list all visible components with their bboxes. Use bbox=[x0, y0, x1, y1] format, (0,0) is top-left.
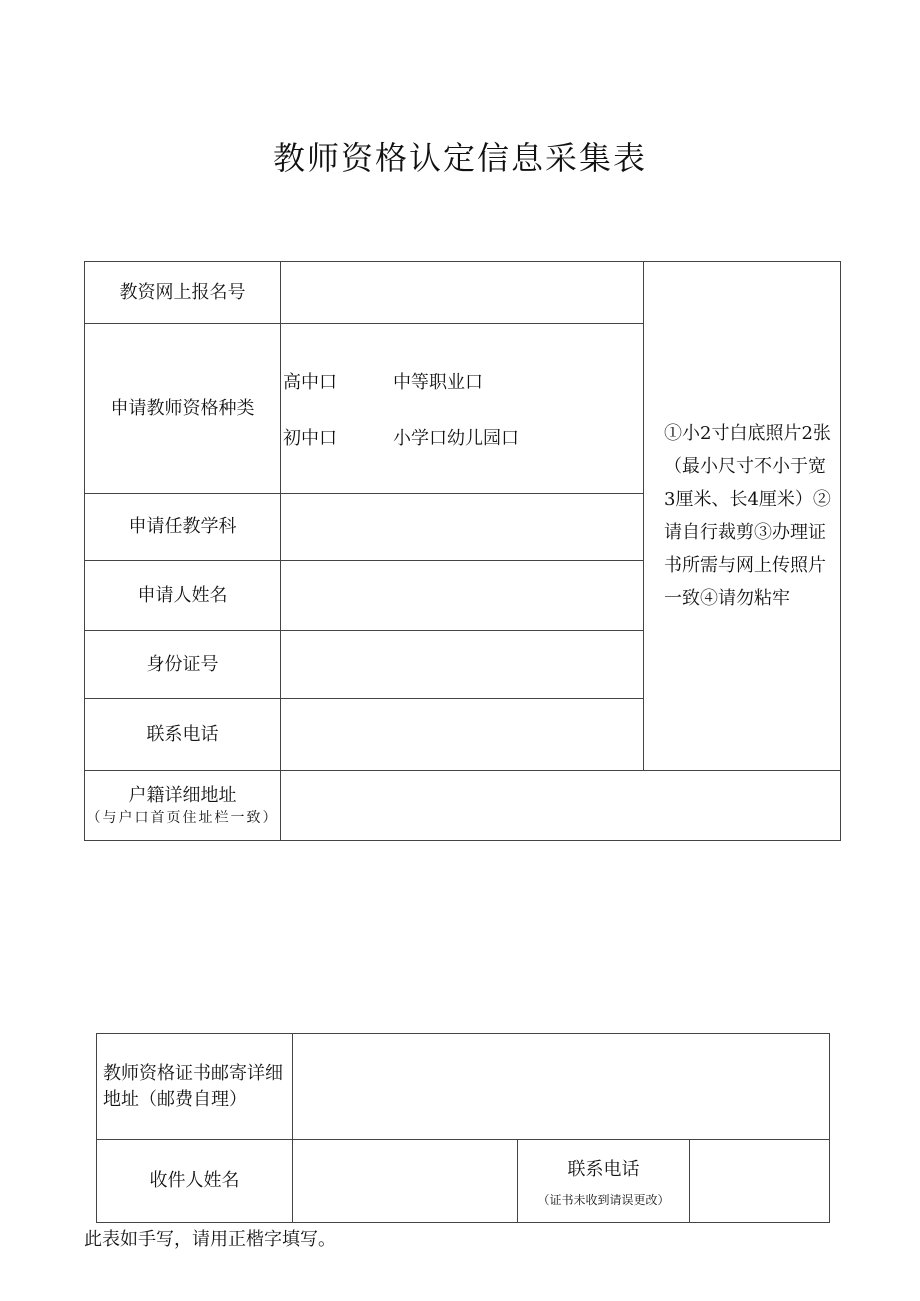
id-field[interactable] bbox=[281, 631, 644, 699]
phone-label: 联系电话 bbox=[85, 699, 281, 771]
address-note: （与户口首页住址栏一致） bbox=[86, 809, 279, 826]
mail-address-field[interactable] bbox=[293, 1034, 830, 1140]
name-label: 申请人姓名 bbox=[85, 561, 281, 631]
mail-address-label: 教师资格证书邮寄详细地址（邮费自理） bbox=[97, 1034, 293, 1140]
page-title: 教师资格认定信息采集表 bbox=[272, 139, 647, 177]
type-label: 申请教师资格种类 bbox=[85, 324, 281, 494]
name-field[interactable] bbox=[281, 561, 644, 631]
recipient-label: 收件人姓名 bbox=[97, 1140, 293, 1223]
mailing-table bbox=[96, 1033, 830, 1223]
type-options[interactable] bbox=[281, 324, 644, 494]
option-junior-high[interactable]: 初中口 bbox=[283, 427, 337, 449]
info-table bbox=[84, 261, 841, 841]
option-primary-kindergarten[interactable]: 小学口幼儿园口 bbox=[393, 427, 519, 449]
recipient-phone-label-cell bbox=[518, 1140, 690, 1223]
recipient-phone-note: （证书未收到请误更改） bbox=[537, 1192, 670, 1207]
footer-note: 此表如手写，请用正楷字填写。 bbox=[84, 1229, 336, 1250]
photo-note: ①小2寸白底照片2张（最小尺寸不小于宽3厘米、长4厘米）②请自行裁剪③办理证书所需与网上传照片一致④请勿粘牢 bbox=[664, 423, 831, 609]
address-field[interactable] bbox=[281, 771, 841, 841]
recipient-phone-label: 联系电话 bbox=[567, 1158, 640, 1180]
subject-field[interactable] bbox=[281, 494, 644, 561]
address-label: 户籍详细地址 bbox=[128, 785, 237, 807]
option-vocational[interactable]: 中等职业口 bbox=[393, 371, 483, 393]
photo-area bbox=[644, 262, 841, 771]
type-option-row bbox=[283, 409, 643, 465]
recipient-phone-field[interactable] bbox=[690, 1140, 830, 1223]
recipient-field[interactable] bbox=[293, 1140, 518, 1223]
subject-label: 申请任教学科 bbox=[85, 494, 281, 561]
phone-field[interactable] bbox=[281, 699, 644, 771]
address-label-cell bbox=[85, 771, 281, 841]
id-label: 身份证号 bbox=[85, 631, 281, 699]
reg-no-label: 教资网上报名号 bbox=[85, 262, 281, 324]
type-option-row bbox=[283, 353, 643, 409]
reg-no-field[interactable] bbox=[281, 262, 644, 324]
option-high-school[interactable]: 高中口 bbox=[283, 371, 337, 393]
